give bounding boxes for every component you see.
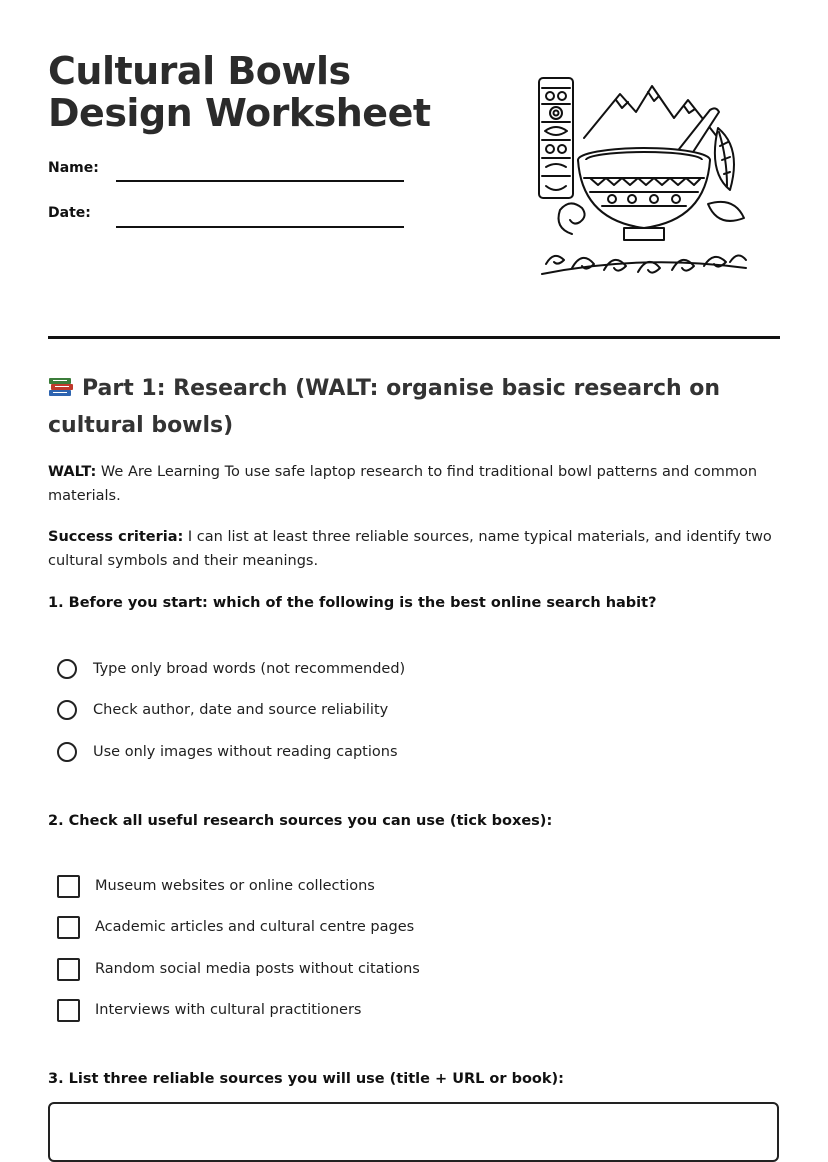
q1-option[interactable]	[57, 739, 398, 765]
q2-option-label: Interviews with cultural practitioners	[95, 1002, 362, 1018]
name-field[interactable]	[116, 180, 404, 182]
walt-text: We Are Learning To use safe laptop research to find traditional bowl patterns and common materials.	[48, 464, 758, 504]
checkbox[interactable]	[57, 958, 80, 981]
success-criteria-text: I can list at least three reliable sources, name typical materials, and identify two cultural symbols and their meanings.	[48, 529, 772, 569]
koru-icon	[559, 203, 585, 234]
carved-pole-icon	[539, 78, 573, 198]
q2-option[interactable]	[57, 956, 420, 982]
question-1-prompt: 1. Before you start: which of the following is the best online search habit?	[48, 595, 657, 611]
radio-button[interactable]	[57, 659, 77, 679]
q1-option-label: Check author, date and source reliability	[93, 702, 389, 718]
radio-button[interactable]	[57, 742, 77, 762]
checkbox[interactable]	[57, 999, 80, 1022]
checkbox[interactable]	[57, 916, 80, 939]
q2-option[interactable]	[57, 914, 414, 940]
walt-paragraph	[48, 460, 780, 508]
waves-icon	[542, 255, 746, 274]
question-3-prompt: 3. List three reliable sources you will use (title + URL or book):	[48, 1071, 564, 1087]
q2-option[interactable]	[57, 873, 375, 899]
walt-label: WALT:	[48, 464, 97, 480]
part1-heading	[48, 370, 768, 444]
success-criteria-paragraph	[48, 525, 780, 573]
ornate-bowl-icon	[578, 148, 710, 240]
date-field[interactable]	[116, 226, 404, 228]
date-label: Date:	[48, 205, 91, 221]
radio-button[interactable]	[57, 700, 77, 720]
books-icon	[48, 376, 74, 398]
success-criteria-label: Success criteria:	[48, 529, 184, 545]
sources-answer-box[interactable]	[48, 1102, 779, 1162]
part1-heading-text: Part 1: Research (WALT: organise basic research on cultural bowls)	[48, 376, 721, 438]
bowl-illustration	[532, 74, 752, 284]
q2-option-label: Museum websites or online collections	[95, 878, 375, 894]
q1-option[interactable]	[57, 656, 405, 682]
section-divider	[48, 336, 780, 339]
q1-option-label: Type only broad words (not recommended)	[93, 661, 406, 677]
question-2-prompt: 2. Check all useful research sources you can use (tick boxes):	[48, 813, 553, 829]
q2-option-label: Academic articles and cultural centre pages	[95, 919, 415, 935]
q1-option-label: Use only images without reading captions	[93, 744, 398, 760]
leaves-icon	[708, 128, 744, 221]
q2-option-label: Random social media posts without citations	[95, 961, 420, 977]
checkbox[interactable]	[57, 875, 80, 898]
name-label: Name:	[48, 160, 99, 176]
worksheet-title: Cultural Bowls Design Worksheet	[48, 49, 431, 135]
q2-option[interactable]	[57, 997, 361, 1023]
q1-option[interactable]	[57, 697, 388, 723]
